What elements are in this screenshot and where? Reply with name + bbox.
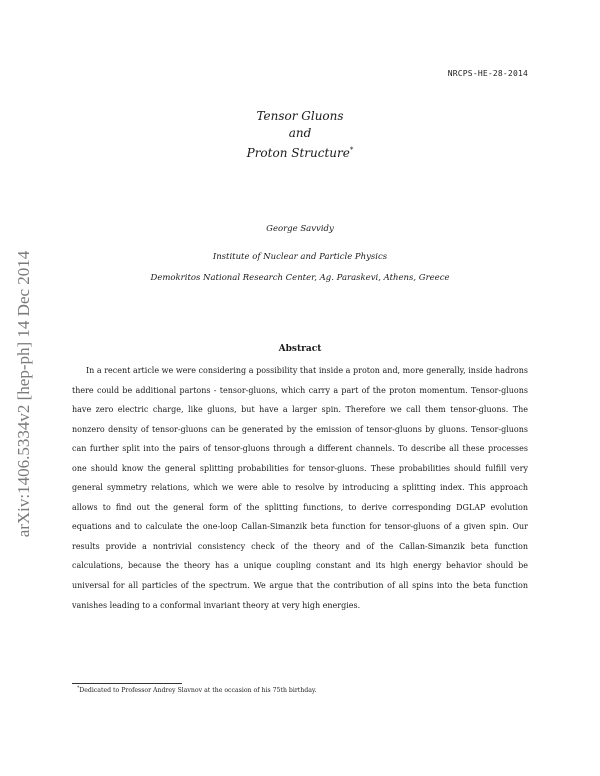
footnote	[77, 686, 317, 694]
title-line-3-text: Proton Structure	[246, 146, 350, 160]
footnote-text: Dedicated to Professor Andrey Slavnov at the occasion of his 75th birthday.	[79, 687, 317, 695]
paper-title	[0, 108, 600, 162]
report-number: NRCPS-HE-28-2014	[447, 69, 528, 78]
abstract-heading: Abstract	[278, 344, 322, 354]
title-line-2: and	[288, 126, 312, 140]
author-name: George Savvidy	[266, 224, 334, 234]
footnote-mark: *	[77, 686, 80, 691]
title-line-1: Tensor Gluons	[256, 109, 344, 123]
affiliation-institute: Institute of Nuclear and Particle Physics	[212, 252, 388, 262]
title-footnote-mark: *	[349, 146, 354, 154]
title-line-3	[0, 142, 600, 162]
affiliation-center: Demokritos National Research Center, Ag. Paraskevi, Athens, Greece	[150, 273, 450, 283]
footnote-divider	[72, 683, 182, 684]
abstract-text: In a recent article we were considering a possibility that inside a proton and, more generally, inside hadrons there could be additional partons - tensor-gluons, which carry a part of the proton momentum. Tensor-gluons have zero electric charge, like gluons, but have a larger spin. Therefore we call them tensor-gluons. The nonzero density of tensor-gluons can be generated by the emission of tensor-gluons by gluons. Tensor-gluons can further split into the pairs of tensor-gluons through a different channels. To describe all these processes one should know the general splitting probabilities for tensor-gluons. These probabilities should fulfill very general symmetry relations, which we were able to resolve by introducing a splitting index. This approach allows to find out the general form of the splitting functions, to derive corresponding DGLAP evolution equations and to calculate the one-loop Callan-Simanzik beta function for tensor-gluons of a given spin. Our results provide a nontrivial consistency check of the theory and of the Callan-Simanzik beta function calculations, because the theory has a unique coupling constant and its high energy behavior should be universal for all particles of the spectrum. We argue that the contribution of all spins into the beta function vanishes leading to a conformal invariant theory at very high energies.	[72, 366, 528, 610]
arxiv-identifier-stamp: arXiv:1406.5334v2 [hep-ph] 14 Dec 2014	[14, 250, 33, 538]
